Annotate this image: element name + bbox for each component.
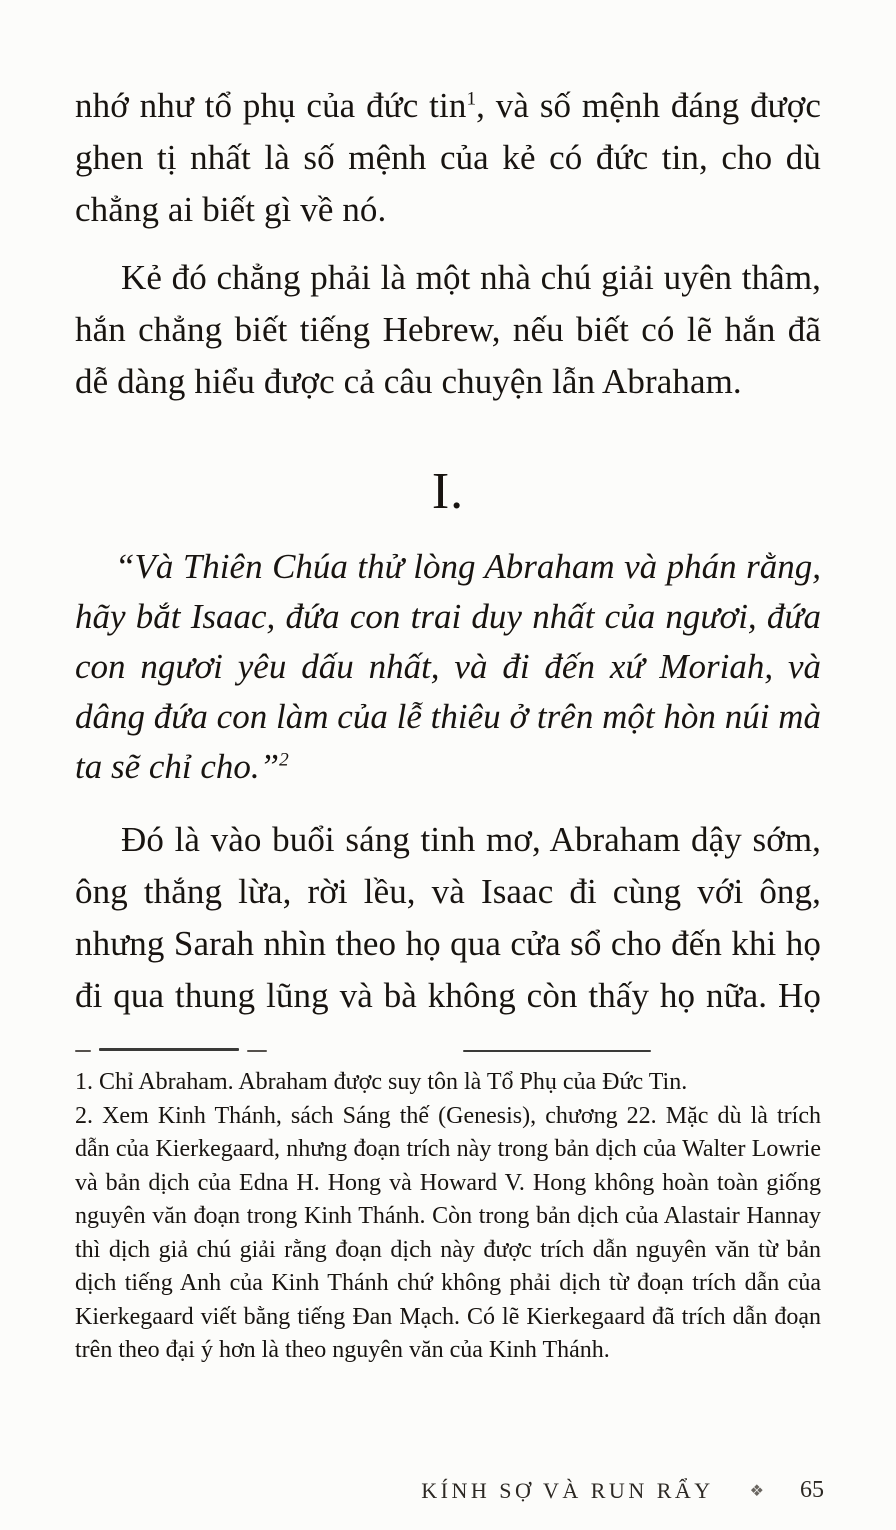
section-heading: I. xyxy=(431,463,465,520)
running-title: KÍNH SỢ VÀ RUN RẨY xyxy=(421,1477,714,1503)
footnote-reference-1: 1 xyxy=(466,88,477,110)
footnote-separator xyxy=(75,1048,655,1052)
separator-dash xyxy=(463,1050,651,1052)
page-footer xyxy=(421,1477,824,1504)
paragraph-text: nhớ như tổ phụ của đức tin xyxy=(75,86,467,125)
scripture-quote xyxy=(75,542,821,792)
text-block xyxy=(75,80,821,1368)
paragraph: Đó là vào buổi sáng tinh mơ, Abraham dậy sớm, ông thắng lừa, rời lều, và Isaac đi cùng với ông, nhưng Sarah nhìn theo họ qua cửa sổ cho đến khi họ đi qua thung lũng và bà không còn thấy họ nữa. Họ xyxy=(75,820,821,1015)
quote-text: “Và Thiên Chúa thử lòng Abraham và phán rằng, hãy bắt Isaac, đứa con trai duy nhất của ngươi, đứa con ngươi yêu dấu nhất, và đi đến xứ Moriah, và dâng đứa con làm của lễ thiêu ở trên một hòn núi mà ta sẽ chỉ cho.” xyxy=(75,547,821,786)
separator-dash xyxy=(99,1048,239,1051)
paragraph-continuation xyxy=(75,80,821,236)
footnotes-section xyxy=(75,1066,821,1368)
separator-dash xyxy=(75,1050,91,1052)
paragraph: Kẻ đó chẳng phải là một nhà chú giải uyên thâm, hắn chẳng biết tiếng Hebrew, nếu biết có lẽ hắn đã dễ dàng hiểu được cả câu chuyện lẫn Abraham. xyxy=(75,258,821,401)
separator-dash xyxy=(247,1050,267,1052)
footnote-reference-2: 2 xyxy=(279,749,289,771)
footnote-item: 1. Chỉ Abraham. Abraham được suy tôn là Tổ Phụ của Đức Tin. xyxy=(75,1069,688,1095)
paragraph-text: , và số mệnh đáng được ghen tị nhất là số mệnh của kẻ có đức tin, cho dù chẳng ai biết gì về nó. xyxy=(75,86,821,229)
fleuron-ornament-icon: ❖ xyxy=(749,1481,764,1500)
page-number: 65 xyxy=(800,1477,824,1503)
footnote-item: 2. Xem Kinh Thánh, sách Sáng thế (Genesis), chương 22. Mặc dù là trích dẫn của Kierkegaard, nhưng đoạn trích này trong bản dịch của Walter Lowrie và bản dịch của Edna H. Hong và Howard V. Hong không hoàn toàn giống nguyên văn đoạn trong Kinh Thánh. Còn trong bản dịch của Alastair Hannay thì dịch giả chú giải rằng đoạn dịch này được trích dẫn nguyên văn từ bản dịch tiếng Anh của Kinh Thánh chứ không phải dịch từ đoạn trích dẫn của Kierkegaard viết bằng tiếng Đan Mạch. Có lẽ Kierkegaard đã trích dẫn đoạn trên theo đại ý hơn là theo nguyên văn của Kinh Thánh. xyxy=(75,1102,821,1363)
